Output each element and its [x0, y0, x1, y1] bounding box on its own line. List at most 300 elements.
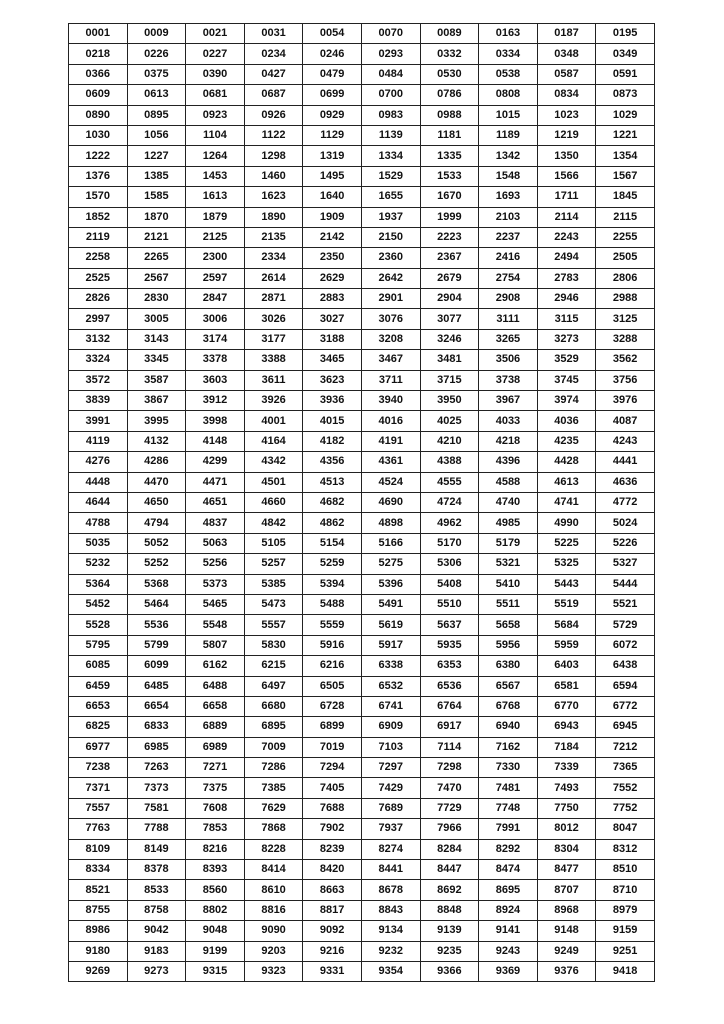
number-cell: 7552: [596, 778, 655, 798]
number-cell: 6403: [537, 656, 596, 676]
number-cell: 7581: [127, 798, 186, 818]
number-cell: 8474: [479, 860, 538, 880]
number-cell: 5052: [127, 533, 186, 553]
number-cell: 9216: [303, 941, 362, 961]
number-cell: 9418: [596, 961, 655, 981]
number-cell: 0609: [69, 85, 128, 105]
number-cell: 4741: [537, 492, 596, 512]
table-row: [69, 676, 655, 696]
number-cell: 3005: [127, 309, 186, 329]
number-cell: 5256: [186, 554, 245, 574]
number-cell: 0163: [479, 24, 538, 44]
number-cell: 8802: [186, 900, 245, 920]
number-cell: 2125: [186, 227, 245, 247]
number-cell: 3345: [127, 350, 186, 370]
number-cell: 9183: [127, 941, 186, 961]
number-cell: 3174: [186, 329, 245, 349]
number-cell: 3265: [479, 329, 538, 349]
number-cell: 4471: [186, 472, 245, 492]
number-cell: 5225: [537, 533, 596, 553]
number-cell: 5536: [127, 615, 186, 635]
number-cell: 1350: [537, 146, 596, 166]
number-cell: 1570: [69, 187, 128, 207]
number-cell: 2121: [127, 227, 186, 247]
number-cell: 1711: [537, 187, 596, 207]
number-cell: 4182: [303, 431, 362, 451]
number-cell: 3839: [69, 391, 128, 411]
number-cell: 3288: [596, 329, 655, 349]
number-cell: 1999: [420, 207, 479, 227]
table-row: [69, 860, 655, 880]
number-cell: 4862: [303, 513, 362, 533]
number-cell: 7238: [69, 758, 128, 778]
table-row: [69, 309, 655, 329]
table-row: [69, 921, 655, 941]
number-cell: 1495: [303, 166, 362, 186]
table-row: [69, 227, 655, 247]
number-cell: 9090: [244, 921, 303, 941]
number-cell: 3076: [361, 309, 420, 329]
number-cell: 8707: [537, 880, 596, 900]
number-cell: 2679: [420, 268, 479, 288]
number-cell: 0699: [303, 85, 362, 105]
number-cell: 6680: [244, 696, 303, 716]
number-cell: 5275: [361, 554, 420, 574]
number-cell: 0187: [537, 24, 596, 44]
number-cell: 8477: [537, 860, 596, 880]
number-cell: 0923: [186, 105, 245, 125]
number-cell: 2255: [596, 227, 655, 247]
number-cell: 2597: [186, 268, 245, 288]
number-cell: 7748: [479, 798, 538, 818]
number-cell: 4513: [303, 472, 362, 492]
table-row: [69, 207, 655, 227]
number-cell: 3324: [69, 350, 128, 370]
number-cell: 7294: [303, 758, 362, 778]
number-cell: 6594: [596, 676, 655, 696]
number-cell: 5729: [596, 615, 655, 635]
number-cell: 0484: [361, 64, 420, 84]
number-cell: 4682: [303, 492, 362, 512]
number-table-body: [69, 24, 655, 982]
number-cell: 5252: [127, 554, 186, 574]
number-cell: 8284: [420, 839, 479, 859]
number-cell: 5528: [69, 615, 128, 635]
number-cell: 7184: [537, 737, 596, 757]
number-cell: 2416: [479, 248, 538, 268]
table-row: [69, 44, 655, 64]
table-row: [69, 146, 655, 166]
number-cell: 7330: [479, 758, 538, 778]
number-cell: 1845: [596, 187, 655, 207]
number-cell: 5637: [420, 615, 479, 635]
number-cell: 9203: [244, 941, 303, 961]
number-cell: 2904: [420, 289, 479, 309]
table-row: [69, 900, 655, 920]
number-cell: 4286: [127, 452, 186, 472]
number-cell: 8239: [303, 839, 362, 859]
number-cell: 7629: [244, 798, 303, 818]
number-sheet: [68, 23, 655, 981]
number-cell: 0366: [69, 64, 128, 84]
number-cell: 5063: [186, 533, 245, 553]
number-cell: 1189: [479, 125, 538, 145]
number-cell: 1222: [69, 146, 128, 166]
number-cell: 8710: [596, 880, 655, 900]
number-cell: 1385: [127, 166, 186, 186]
number-cell: 5443: [537, 574, 596, 594]
number-cell: 2806: [596, 268, 655, 288]
number-cell: 6825: [69, 717, 128, 737]
number-cell: 6764: [420, 696, 479, 716]
number-cell: 0786: [420, 85, 479, 105]
number-cell: 0873: [596, 85, 655, 105]
number-cell: 5684: [537, 615, 596, 635]
number-cell: 0227: [186, 44, 245, 64]
number-cell: 4985: [479, 513, 538, 533]
number-cell: 6741: [361, 696, 420, 716]
number-cell: 7688: [303, 798, 362, 818]
number-cell: 3940: [361, 391, 420, 411]
number-cell: 2300: [186, 248, 245, 268]
number-cell: 5795: [69, 635, 128, 655]
number-cell: 7608: [186, 798, 245, 818]
number-cell: 3115: [537, 309, 596, 329]
number-cell: 4990: [537, 513, 596, 533]
number-cell: 7788: [127, 819, 186, 839]
number-cell: 0070: [361, 24, 420, 44]
number-cell: 1670: [420, 187, 479, 207]
number-cell: 7298: [420, 758, 479, 778]
number-cell: 2119: [69, 227, 128, 247]
number-cell: 6099: [127, 656, 186, 676]
table-row: [69, 819, 655, 839]
number-cell: 5511: [479, 594, 538, 614]
number-cell: 3974: [537, 391, 596, 411]
number-cell: 5306: [420, 554, 479, 574]
number-cell: 3026: [244, 309, 303, 329]
number-cell: 6485: [127, 676, 186, 696]
table-row: [69, 166, 655, 186]
number-cell: 3611: [244, 370, 303, 390]
number-cell: 8012: [537, 819, 596, 839]
number-cell: 3995: [127, 411, 186, 431]
number-cell: 8312: [596, 839, 655, 859]
number-cell: 3738: [479, 370, 538, 390]
number-cell: 8663: [303, 880, 362, 900]
number-cell: 7763: [69, 819, 128, 839]
number-cell: 7385: [244, 778, 303, 798]
number-cell: 5226: [596, 533, 655, 553]
number-cell: 0234: [244, 44, 303, 64]
number-cell: 7162: [479, 737, 538, 757]
number-cell: 1585: [127, 187, 186, 207]
number-cell: 4555: [420, 472, 479, 492]
number-cell: 9369: [479, 961, 538, 981]
number-cell: 1890: [244, 207, 303, 227]
number-cell: 5557: [244, 615, 303, 635]
number-cell: 4361: [361, 452, 420, 472]
number-cell: 5170: [420, 533, 479, 553]
number-cell: 3246: [420, 329, 479, 349]
number-cell: 5807: [186, 635, 245, 655]
number-cell: 8924: [479, 900, 538, 920]
number-cell: 5327: [596, 554, 655, 574]
number-cell: 0988: [420, 105, 479, 125]
number-cell: 6438: [596, 656, 655, 676]
number-cell: 5935: [420, 635, 479, 655]
number-cell: 5325: [537, 554, 596, 574]
number-cell: 0332: [420, 44, 479, 64]
number-cell: 4001: [244, 411, 303, 431]
number-cell: 5559: [303, 615, 362, 635]
number-cell: 3177: [244, 329, 303, 349]
number-cell: 8447: [420, 860, 479, 880]
number-cell: 0808: [479, 85, 538, 105]
number-cell: 8420: [303, 860, 362, 880]
table-row: [69, 411, 655, 431]
number-cell: 7853: [186, 819, 245, 839]
number-cell: 1453: [186, 166, 245, 186]
number-cell: 7286: [244, 758, 303, 778]
number-cell: 1937: [361, 207, 420, 227]
number-cell: 4651: [186, 492, 245, 512]
number-cell: 2908: [479, 289, 538, 309]
number-cell: 7263: [127, 758, 186, 778]
number-cell: 3529: [537, 350, 596, 370]
table-row: [69, 880, 655, 900]
number-cell: 0009: [127, 24, 186, 44]
number-cell: 2505: [596, 248, 655, 268]
table-row: [69, 492, 655, 512]
number-cell: 1122: [244, 125, 303, 145]
number-cell: 7557: [69, 798, 128, 818]
number-cell: 1567: [596, 166, 655, 186]
number-cell: 7114: [420, 737, 479, 757]
number-cell: 8149: [127, 839, 186, 859]
number-cell: 9273: [127, 961, 186, 981]
number-cell: 3125: [596, 309, 655, 329]
number-cell: 3111: [479, 309, 538, 329]
table-row: [69, 370, 655, 390]
number-cell: 6985: [127, 737, 186, 757]
number-cell: 1221: [596, 125, 655, 145]
number-cell: 5956: [479, 635, 538, 655]
number-cell: 7339: [537, 758, 596, 778]
table-row: [69, 105, 655, 125]
number-cell: 4025: [420, 411, 479, 431]
number-cell: 2830: [127, 289, 186, 309]
number-cell: 7493: [537, 778, 596, 798]
number-cell: 4724: [420, 492, 479, 512]
number-cell: 5473: [244, 594, 303, 614]
number-cell: 8378: [127, 860, 186, 880]
table-row: [69, 187, 655, 207]
number-cell: 1181: [420, 125, 479, 145]
number-cell: 3208: [361, 329, 420, 349]
number-cell: 1852: [69, 207, 128, 227]
number-cell: 4660: [244, 492, 303, 512]
number-cell: 3006: [186, 309, 245, 329]
number-cell: 3572: [69, 370, 128, 390]
number-cell: 6768: [479, 696, 538, 716]
number-cell: 2988: [596, 289, 655, 309]
number-cell: 7297: [361, 758, 420, 778]
number-cell: 6654: [127, 696, 186, 716]
number-cell: 1319: [303, 146, 362, 166]
number-cell: 6658: [186, 696, 245, 716]
number-cell: 2265: [127, 248, 186, 268]
number-cell: 0538: [479, 64, 538, 84]
number-cell: 5410: [479, 574, 538, 594]
number-cell: 6728: [303, 696, 362, 716]
number-cell: 7868: [244, 819, 303, 839]
number-cell: 1056: [127, 125, 186, 145]
table-row: [69, 778, 655, 798]
number-cell: 3867: [127, 391, 186, 411]
number-cell: 9148: [537, 921, 596, 941]
number-cell: 6085: [69, 656, 128, 676]
table-row: [69, 268, 655, 288]
number-cell: 1227: [127, 146, 186, 166]
number-cell: 4898: [361, 513, 420, 533]
number-cell: 6945: [596, 717, 655, 737]
number-cell: 6909: [361, 717, 420, 737]
number-cell: 9180: [69, 941, 128, 961]
number-cell: 8228: [244, 839, 303, 859]
number-cell: 6833: [127, 717, 186, 737]
number-cell: 1870: [127, 207, 186, 227]
number-cell: 9139: [420, 921, 479, 941]
number-cell: 4644: [69, 492, 128, 512]
number-cell: 3188: [303, 329, 362, 349]
number-cell: 1693: [479, 187, 538, 207]
number-cell: 4690: [361, 492, 420, 512]
number-cell: 4210: [420, 431, 479, 451]
number-cell: 4087: [596, 411, 655, 431]
number-cell: 1334: [361, 146, 420, 166]
table-row: [69, 472, 655, 492]
number-cell: 8755: [69, 900, 128, 920]
number-cell: 4650: [127, 492, 186, 512]
number-cell: 8414: [244, 860, 303, 880]
number-cell: 9249: [537, 941, 596, 961]
number-cell: 5510: [420, 594, 479, 614]
number-cell: 8560: [186, 880, 245, 900]
number-cell: 8695: [479, 880, 538, 900]
number-cell: 0348: [537, 44, 596, 64]
number-cell: 4016: [361, 411, 420, 431]
number-cell: 6215: [244, 656, 303, 676]
number-cell: 4470: [127, 472, 186, 492]
number-cell: 1104: [186, 125, 245, 145]
number-cell: 0479: [303, 64, 362, 84]
number-cell: 1909: [303, 207, 362, 227]
number-cell: 7902: [303, 819, 362, 839]
number-cell: 6162: [186, 656, 245, 676]
number-cell: 5024: [596, 513, 655, 533]
number-cell: 6072: [596, 635, 655, 655]
table-row: [69, 350, 655, 370]
number-cell: 4299: [186, 452, 245, 472]
number-cell: 6977: [69, 737, 128, 757]
number-cell: 5257: [244, 554, 303, 574]
number-cell: 9354: [361, 961, 420, 981]
table-row: [69, 798, 655, 818]
number-cell: 5364: [69, 574, 128, 594]
number-cell: 8678: [361, 880, 420, 900]
number-cell: 4794: [127, 513, 186, 533]
number-cell: 0929: [303, 105, 362, 125]
number-cell: 5619: [361, 615, 420, 635]
number-cell: 2367: [420, 248, 479, 268]
number-cell: 1460: [244, 166, 303, 186]
number-cell: 2115: [596, 207, 655, 227]
number-cell: 5491: [361, 594, 420, 614]
number-cell: 1029: [596, 105, 655, 125]
number-cell: 1354: [596, 146, 655, 166]
number-cell: 9243: [479, 941, 538, 961]
number-cell: 2901: [361, 289, 420, 309]
number-cell: 6653: [69, 696, 128, 716]
number-cell: 7103: [361, 737, 420, 757]
number-cell: 1139: [361, 125, 420, 145]
number-cell: 1655: [361, 187, 420, 207]
number-cell: 2135: [244, 227, 303, 247]
number-cell: 6989: [186, 737, 245, 757]
number-cell: 0246: [303, 44, 362, 64]
table-row: [69, 554, 655, 574]
number-cell: 5521: [596, 594, 655, 614]
number-cell: 1376: [69, 166, 128, 186]
number-cell: 5917: [361, 635, 420, 655]
number-cell: 3926: [244, 391, 303, 411]
number-cell: 7470: [420, 778, 479, 798]
number-cell: 4191: [361, 431, 420, 451]
number-cell: 6532: [361, 676, 420, 696]
number-cell: 3936: [303, 391, 362, 411]
number-cell: 6770: [537, 696, 596, 716]
number-cell: 8216: [186, 839, 245, 859]
number-cell: 3467: [361, 350, 420, 370]
number-cell: 2243: [537, 227, 596, 247]
number-cell: 0587: [537, 64, 596, 84]
number-cell: 8274: [361, 839, 420, 859]
number-cell: 8334: [69, 860, 128, 880]
number-cell: 9134: [361, 921, 420, 941]
number-cell: 3967: [479, 391, 538, 411]
number-cell: 3745: [537, 370, 596, 390]
number-cell: 4740: [479, 492, 538, 512]
number-cell: 5368: [127, 574, 186, 594]
number-cell: 2258: [69, 248, 128, 268]
number-cell: 1030: [69, 125, 128, 145]
number-cell: 0681: [186, 85, 245, 105]
table-row: [69, 391, 655, 411]
number-cell: 2103: [479, 207, 538, 227]
table-row: [69, 289, 655, 309]
number-cell: 3465: [303, 350, 362, 370]
number-cell: 0054: [303, 24, 362, 44]
number-cell: 8816: [244, 900, 303, 920]
number-cell: 8521: [69, 880, 128, 900]
number-cell: 6459: [69, 676, 128, 696]
number-cell: 0334: [479, 44, 538, 64]
number-cell: 5166: [361, 533, 420, 553]
number-cell: 4788: [69, 513, 128, 533]
number-cell: 5488: [303, 594, 362, 614]
number-cell: 2783: [537, 268, 596, 288]
